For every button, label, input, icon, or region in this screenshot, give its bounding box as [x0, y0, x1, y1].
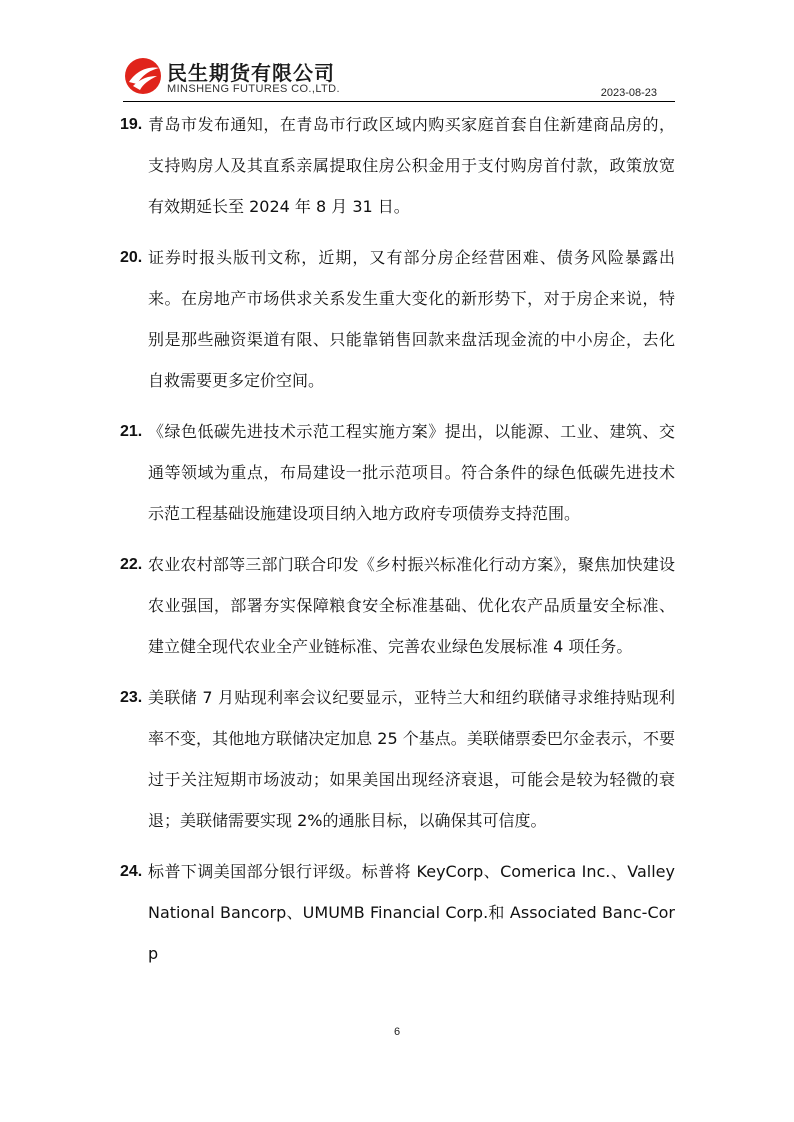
item-text: 美联储 7 月贴现利率会议纪要显示，亚特兰大和纽约联储寻求维持贴现利率不变，其他地方联储决定加息 25 个基点。美联储票委巴尔金表示，不要过于关注短期市场波动；如果美国出现经济衰退，可能会是较为轻微的衰退；美联储需要实现 2%的通胀目标，以确保其可信度。	[148, 688, 675, 830]
news-list	[120, 104, 675, 984]
report-date: 2023-08-23	[600, 87, 657, 99]
news-item-22	[120, 544, 675, 667]
item-text: 标普下调美国部分银行评级。标普将 KeyCorp、Comerica Inc.、Valley National Bancorp、UMUMB Financial Corp.和 Associated Banc-Corp	[148, 862, 675, 963]
company-name-cn: 民生期货有限公司	[167, 61, 335, 85]
header-divider	[123, 101, 675, 102]
company-name-en: MINSHENG FUTURES CO.,LTD.	[167, 83, 340, 95]
item-text: 《绿色低碳先进技术示范工程实施方案》提出，以能源、工业、建筑、交通等领域为重点，布局建设一批示范项目。符合条件的绿色低碳先进技术示范工程基础设施建设项目纳入地方政府专项债券支持范围。	[148, 422, 675, 523]
item-number: 20.	[120, 249, 143, 266]
news-item-23	[120, 677, 675, 841]
news-item-21	[120, 411, 675, 534]
item-text: 农业农村部等三部门联合印发《乡村振兴标准化行动方案》，聚焦加快建设农业强国，部署夯实保障粮食安全标准基础、优化农产品质量安全标准、建立健全现代农业全产业链标准、完善农业绿色发展标准 4 项任务。	[148, 555, 675, 656]
news-item-20	[120, 237, 675, 401]
news-item-24	[120, 851, 675, 974]
item-number: 21.	[120, 423, 143, 440]
item-number: 23.	[120, 689, 143, 706]
news-item-19	[120, 104, 675, 227]
minsheng-logo-icon	[123, 56, 163, 96]
item-number: 19.	[120, 116, 143, 133]
item-text: 证券时报头版刊文称，近期，又有部分房企经营困难、债务风险暴露出来。在房地产市场供求关系发生重大变化的新形势下，对于房企来说，特别是那些融资渠道有限、只能靠销售回款来盘活现金流的中小房企，去化自救需要更多定价空间。	[148, 248, 675, 390]
item-number: 24.	[120, 863, 143, 880]
page-header	[123, 52, 675, 102]
item-number: 22.	[120, 556, 143, 573]
item-text: 青岛市发布通知，在青岛市行政区域内购买家庭首套自住新建商品房的，支持购房人及其直系亲属提取住房公积金用于支付购房首付款，政策放宽有效期延长至 2024 年 8 月 31 日。	[148, 115, 675, 216]
page-number: 6	[393, 1026, 401, 1038]
